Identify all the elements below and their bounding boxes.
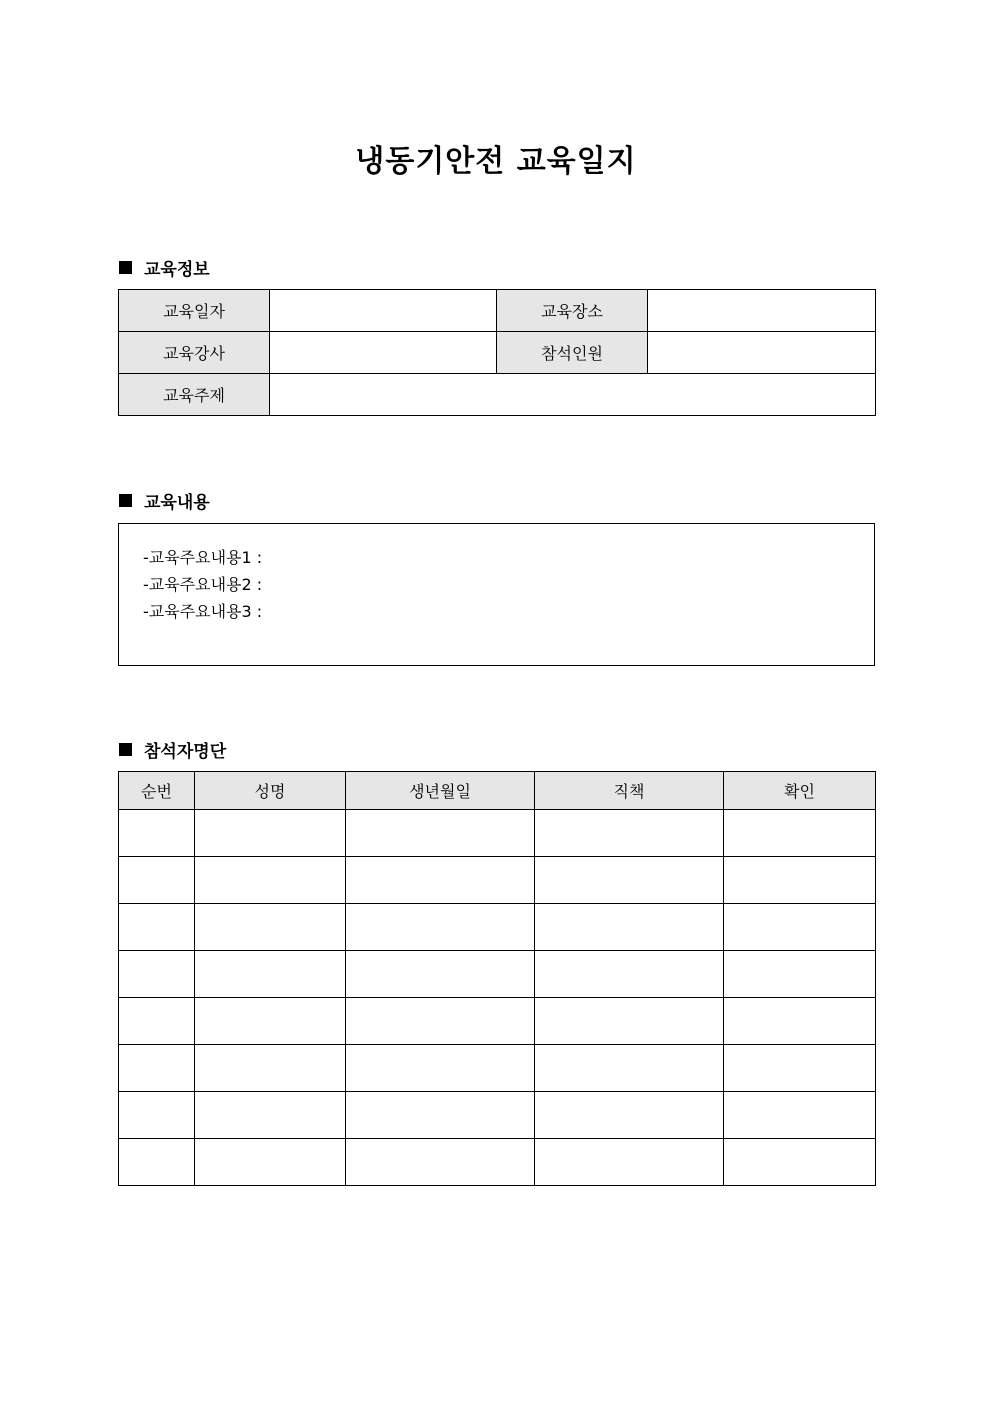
cell-confirm[interactable] [724, 1045, 876, 1092]
table-header-row [119, 772, 876, 810]
section-heading-info [119, 255, 210, 280]
cell-confirm[interactable] [724, 998, 876, 1045]
label-topic: 교육주제 [119, 374, 270, 416]
cell-confirm[interactable] [724, 951, 876, 998]
value-topic-field[interactable] [270, 374, 876, 416]
cell-number[interactable] [119, 1045, 195, 1092]
cell-birthdate[interactable] [346, 810, 535, 857]
value-date-field[interactable] [270, 290, 497, 332]
table-row [119, 1139, 876, 1186]
cell-name[interactable] [195, 951, 346, 998]
page-title: 냉동기안전 교육일지 [355, 144, 637, 179]
cell-birthdate[interactable] [346, 951, 535, 998]
table-row [119, 951, 876, 998]
cell-number[interactable] [119, 951, 195, 998]
cell-name[interactable] [195, 857, 346, 904]
cell-birthdate[interactable] [346, 998, 535, 1045]
cell-number[interactable] [119, 904, 195, 951]
roster-body [119, 810, 876, 1186]
cell-position[interactable] [535, 810, 724, 857]
cell-confirm[interactable] [724, 1139, 876, 1186]
cell-name[interactable] [195, 810, 346, 857]
cell-name[interactable] [195, 1139, 346, 1186]
section-heading-label: 참석자명단 [144, 742, 227, 762]
cell-confirm[interactable] [724, 810, 876, 857]
cell-position[interactable] [535, 951, 724, 998]
column-header-confirm: 확인 [724, 772, 876, 810]
cell-number[interactable] [119, 857, 195, 904]
table-row [119, 904, 876, 951]
cell-birthdate[interactable] [346, 1139, 535, 1186]
table-row [119, 1092, 876, 1139]
cell-name[interactable] [195, 1045, 346, 1092]
cell-number[interactable] [119, 998, 195, 1045]
square-bullet-icon [119, 261, 132, 274]
content-lines [143, 544, 262, 625]
section-heading-roster [119, 737, 226, 762]
cell-position[interactable] [535, 1045, 724, 1092]
attendee-roster-table [118, 771, 876, 1186]
cell-birthdate[interactable] [346, 1092, 535, 1139]
label-date: 교육일자 [119, 290, 270, 332]
table-row [119, 1045, 876, 1092]
education-content-box[interactable] [118, 523, 875, 666]
square-bullet-icon [119, 743, 132, 756]
content-line: -교육주요내용1 : [143, 548, 263, 567]
label-place: 교육장소 [497, 290, 648, 332]
column-header-number: 순번 [119, 772, 195, 810]
content-line: -교육주요내용3 : [143, 602, 263, 621]
cell-number[interactable] [119, 1092, 195, 1139]
education-info-table [118, 289, 876, 416]
column-header-name: 성명 [195, 772, 346, 810]
square-bullet-icon [119, 494, 132, 507]
section-heading-content [119, 488, 210, 513]
cell-position[interactable] [535, 998, 724, 1045]
cell-confirm[interactable] [724, 857, 876, 904]
cell-position[interactable] [535, 857, 724, 904]
value-instructor-field[interactable] [270, 332, 497, 374]
cell-number[interactable] [119, 810, 195, 857]
column-header-position: 직책 [535, 772, 724, 810]
cell-position[interactable] [535, 1139, 724, 1186]
table-row [119, 810, 876, 857]
cell-number[interactable] [119, 1139, 195, 1186]
content-line: -교육주요내용2 : [143, 575, 263, 594]
cell-position[interactable] [535, 904, 724, 951]
section-heading-label: 교육내용 [144, 493, 210, 513]
cell-name[interactable] [195, 904, 346, 951]
table-row [119, 998, 876, 1045]
label-attendees: 참석인원 [497, 332, 648, 374]
cell-birthdate[interactable] [346, 857, 535, 904]
cell-birthdate[interactable] [346, 904, 535, 951]
table-row [119, 857, 876, 904]
cell-name[interactable] [195, 998, 346, 1045]
value-place-field[interactable] [648, 290, 876, 332]
cell-name[interactable] [195, 1092, 346, 1139]
cell-position[interactable] [535, 1092, 724, 1139]
cell-birthdate[interactable] [346, 1045, 535, 1092]
column-header-birthdate: 생년월일 [346, 772, 535, 810]
cell-confirm[interactable] [724, 1092, 876, 1139]
label-instructor: 교육강사 [119, 332, 270, 374]
cell-confirm[interactable] [724, 904, 876, 951]
value-attendees-field[interactable] [648, 332, 876, 374]
section-heading-label: 교육정보 [144, 260, 210, 280]
